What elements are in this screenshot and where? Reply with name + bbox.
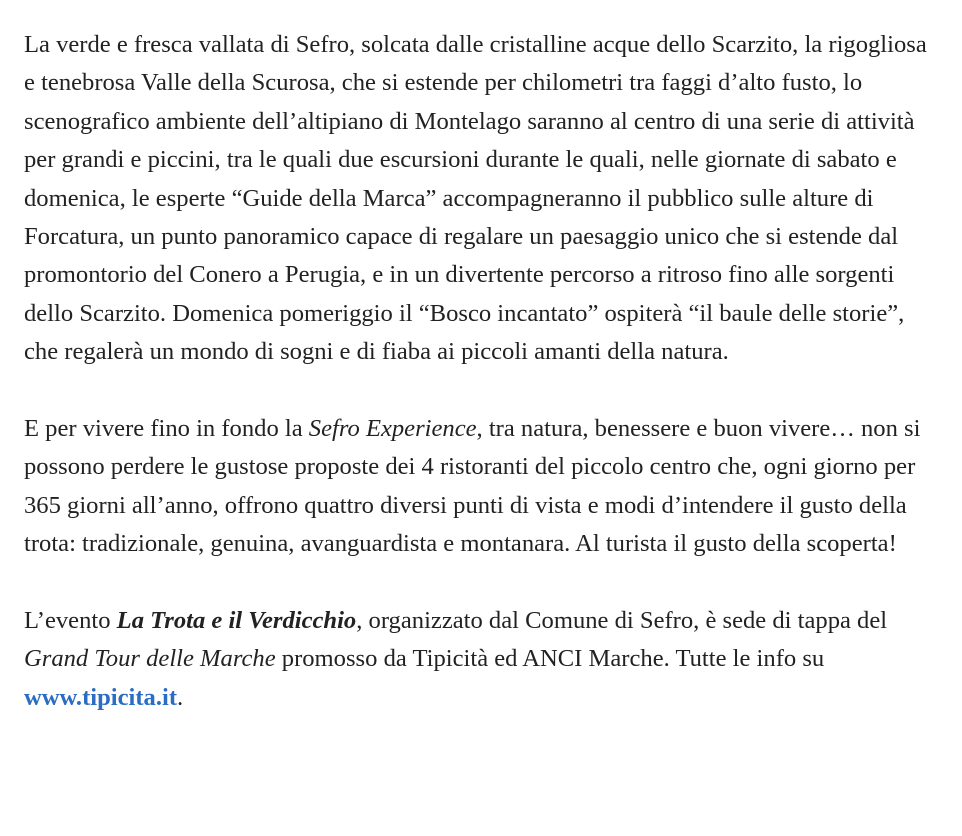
paragraph-sefro-experience — [24, 410, 938, 564]
grand-tour-name: Grand Tour delle Marche — [24, 645, 276, 673]
paragraph-sefro-valley — [24, 26, 938, 372]
paragraph-1-text: La verde e fresca vallata di Sefro, solcata dalle cristalline acque dello Scarzito, la rigogliosa e tenebrosa Valle della Scurosa, che si estende per chilometri tra faggi d’alto fusto, lo scenografico ambiente dell’altipiano di Montelago saranno al centro di una serie di attività per grandi e piccini, tra le quali due escursioni durante le quali, nelle giornate di sabato e domenica, le esperte “Guide della Marca” accompagneranno il pubblico sulle alture di Forcatura, un punto panoramico capace di regalare un paesaggio unico che si estende dal promontorio del Conero a Perugia, e in un divertente percorso a ritroso fino alle sorgenti dello Scarzito. Domenica pomeriggio il “Bosco incantato” ospiterà “il baule delle storie”, che regalerà un mondo di sogni e di fiaba ai piccoli amanti della natura. — [24, 31, 927, 366]
paragraph-2-suffix: , tra natura, benessere e buon vivere… non si possono perdere le gustose proposte dei 4 ristoranti del piccolo centro che, ogni giorno per 365 giorni all’anno, offrono quattro diversi punti di vista e modi d’intendere il gusto della trota: tradizionale, genuina, avanguardista e montanara. Al turista il gusto della scoperta! — [24, 415, 921, 558]
event-name — [117, 607, 357, 634]
paragraph-3-prefix: L’evento — [24, 607, 117, 635]
paragraph-2-prefix: E per vivere fino in fondo la — [24, 415, 309, 443]
paragraph-3-after-tour: promosso da Tipicità ed ANCI Marche. Tutte le info su — [275, 645, 825, 673]
article-body — [24, 26, 938, 717]
paragraph-3-middle: , organizzato dal Comune di Sefro, è sede di tappa del — [356, 607, 888, 635]
sefro-experience-emphasis: Sefro Experience — [308, 415, 477, 443]
paragraph-3-ending: . — [177, 683, 184, 711]
paragraph-event-info — [24, 602, 938, 717]
event-name-text: La Trota e il Verdicchio — [116, 607, 357, 635]
tipicita-link[interactable]: www.tipicita.it — [24, 683, 178, 711]
